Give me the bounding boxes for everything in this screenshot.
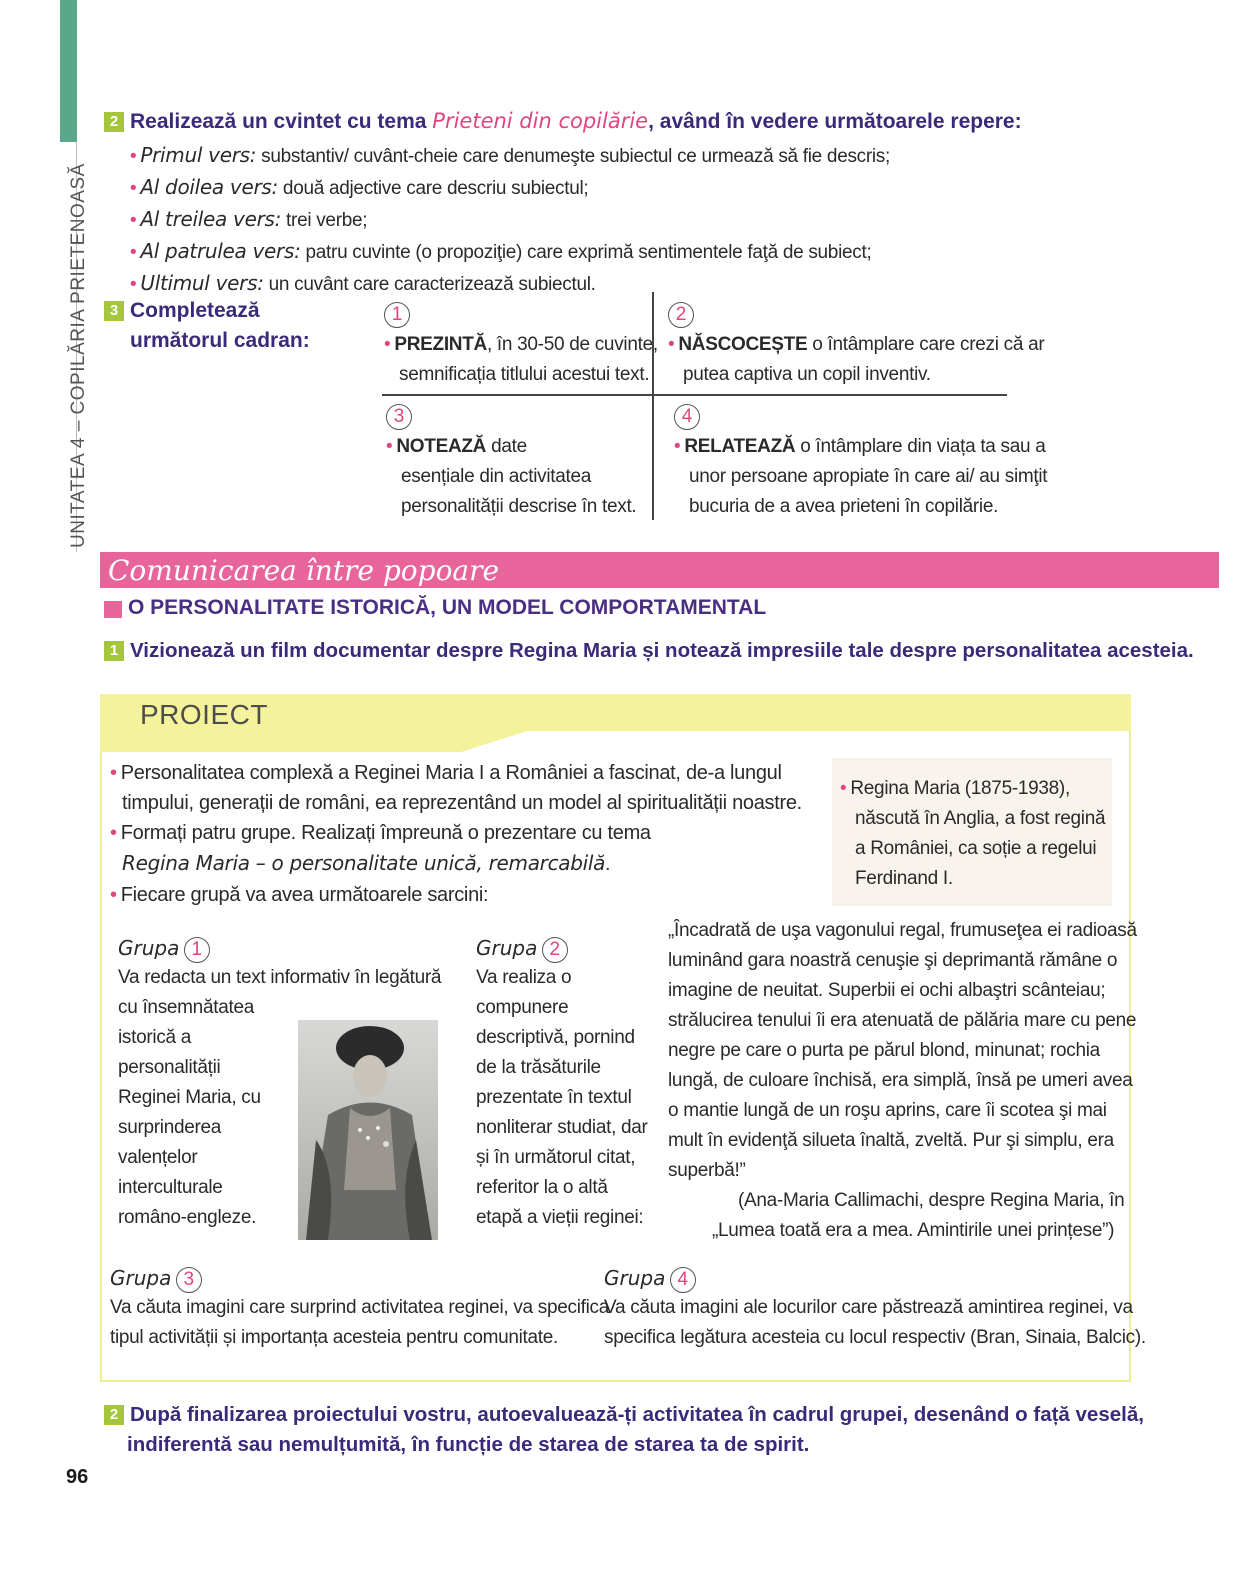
section-title: Comunicarea între popoare <box>108 554 500 587</box>
group-2-number: 2 <box>542 937 568 963</box>
section-subtitle-marker <box>104 601 122 618</box>
quadrant-1: 1 • PREZINTĂ, în 30-50 de cuvinte, semnificația titlului acestui text. <box>384 304 658 385</box>
task2-heading: 2 Realizează un cvintet cu tema Prieteni din copilărie, având în vedere următoarele repere: <box>104 106 1022 137</box>
quadrant-3-number: 3 <box>386 404 412 430</box>
task2-number: 2 <box>104 112 124 132</box>
quadrant-2-number: 2 <box>668 302 694 328</box>
note-text: • Regina Maria (1875-1938), născută în Anglia, a fost regină a României, ca soție a regelui Ferdinand I. <box>840 778 1106 889</box>
group-3: Grupa 3 Va căuta imagini care surprind activitatea reginei, va specifica tipul activității și importanța acesteia pentru comunitate. <box>110 1266 609 1348</box>
quote-source: (Ana-Maria Callimachi, despre Regina Maria, în <box>738 1190 1125 1211</box>
queen-portrait-photo <box>298 1020 438 1240</box>
section-subtitle: O PERSONALITATE ISTORICĂ, UN MODEL COMPORTAMENTAL <box>128 596 767 619</box>
quadrant-2: 2 • NĂSCOCEȘTE o întâmplare care crezi că ar putea captiva un copil inventiv. <box>668 304 1045 385</box>
side-accent-bar <box>60 0 77 142</box>
quadrant-hline <box>382 394 1007 396</box>
section-task1: 1 Vizionează un film documentar despre Regina Maria și notează impresiile tale despre personalitatea acesteia. <box>104 636 1194 666</box>
task2-theme: Prieteni din copilărie <box>432 109 649 133</box>
group-2: Grupa 2 Va realiza o compunere descriptivă, pornind de la trăsăturile prezentate în textul nonliterar studiat, dar și în următorul citat, referitor la o altă etapă a vieții reginei: <box>476 936 648 1228</box>
quadrant-3: 3 • NOTEAZĂ date esențiale din activitatea personalității descrise în text. <box>386 406 637 517</box>
group-1-number: 1 <box>184 937 210 963</box>
list-item: • Primul vers: substantiv/ cuvânt-cheie care denumeşte subiectul ce urmează să fie descris; <box>130 143 890 167</box>
final-task-number: 2 <box>104 1405 124 1425</box>
side-unit-label: UNITATEA 4 – COPILĂRIA PRIETENOASĂ <box>68 163 89 548</box>
list-item: • Al patrulea vers: patru cuvinte (o propoziţie) care exprimă sentimentele faţă de subiect; <box>130 239 872 263</box>
quadrant-4-number: 4 <box>674 404 700 430</box>
quadrant-1-number: 1 <box>384 302 410 328</box>
list-item: • Ultimul vers: un cuvânt care caracterizează subiectul. <box>130 271 596 295</box>
project-theme: Regina Maria – o personalitate unică, remarcabilă <box>122 851 606 875</box>
project-title: PROIECT <box>140 699 268 730</box>
list-item: • Al doilea vers: două adjective care descriu subiectul; <box>130 175 589 199</box>
group-1: Grupa 1 Va redacta un text informativ în legătură cu însemnătatea istorică a personalității Reginei Maria, cu surprinderea valențelor interculturale româno-engleze. <box>118 936 442 1228</box>
group-4-number: 4 <box>670 1267 696 1293</box>
project-intro: • Personalitatea complexă a Reginei Maria I a României a fascinat, de-a lungul timpului, generații de români, ea reprezentând un model al spiritualității noastre. • Formați patru grupe. Realizați împreună o prezentare cu tema Regina Maria – o personalitate unică, remarcabilă. • Fiecare grupă va avea următoarele sarcini: <box>110 762 802 906</box>
project-header-tab <box>100 730 530 752</box>
list-item: • Al treilea vers: trei verbe; <box>130 207 368 231</box>
final-task: 2 După finalizarea proiectului vostru, autoevaluează-ți activitatea în cadrul grupei, desenând o față veselă, indiferentă sau nemulțumită, în funcție de starea de starea ta de spirit. <box>104 1400 1144 1460</box>
quote-block: „Încadrată de uşa vagonului regal, frumuseţea ei radioasă luminând gara noastră cenuşie şi deprimantă rămâne o imagine de neuitat. Superbii ei ochi albaştri scânteiau; strălucirea tenului îi era atenuată de pălăria mare cu pene negre pe care o purta pe părul blond, minunat; rochia lungă, de culoare închisă, era simplă, însă pe umeri avea o mantie lungă de un roşu aprins, care îi scotea şi mai mult în evidenţă silueta înaltă, zveltă. Pur şi simplu, era superbă!” (Ana-Maria Callimachi, despre Regina Maria, în „Lumea toată era a mea. Amintirile unei prințese”) <box>668 920 1137 1241</box>
group-4: Grupa 4 Va căuta imagini ale locurilor care păstrează amintirea reginei, va specifica legătura acesteia cu locul respectiv (Bran, Sinaia, Balcic). <box>604 1266 1146 1348</box>
page-number: 96 <box>66 1466 89 1488</box>
group-3-number: 3 <box>176 1267 202 1293</box>
section-task1-number: 1 <box>104 641 124 661</box>
task3-number: 3 <box>104 301 124 321</box>
task3-heading: 3 Completează următorul cadran: <box>104 296 310 356</box>
quadrant-4: 4 • RELATEAZĂ o întâmplare din viața ta sau a unor persoane apropiate în care ai/ au simţit bucuria de a avea prieteni în copilărie. <box>674 406 1048 517</box>
task2-list <box>130 140 890 300</box>
portrait-figure <box>298 1020 438 1240</box>
